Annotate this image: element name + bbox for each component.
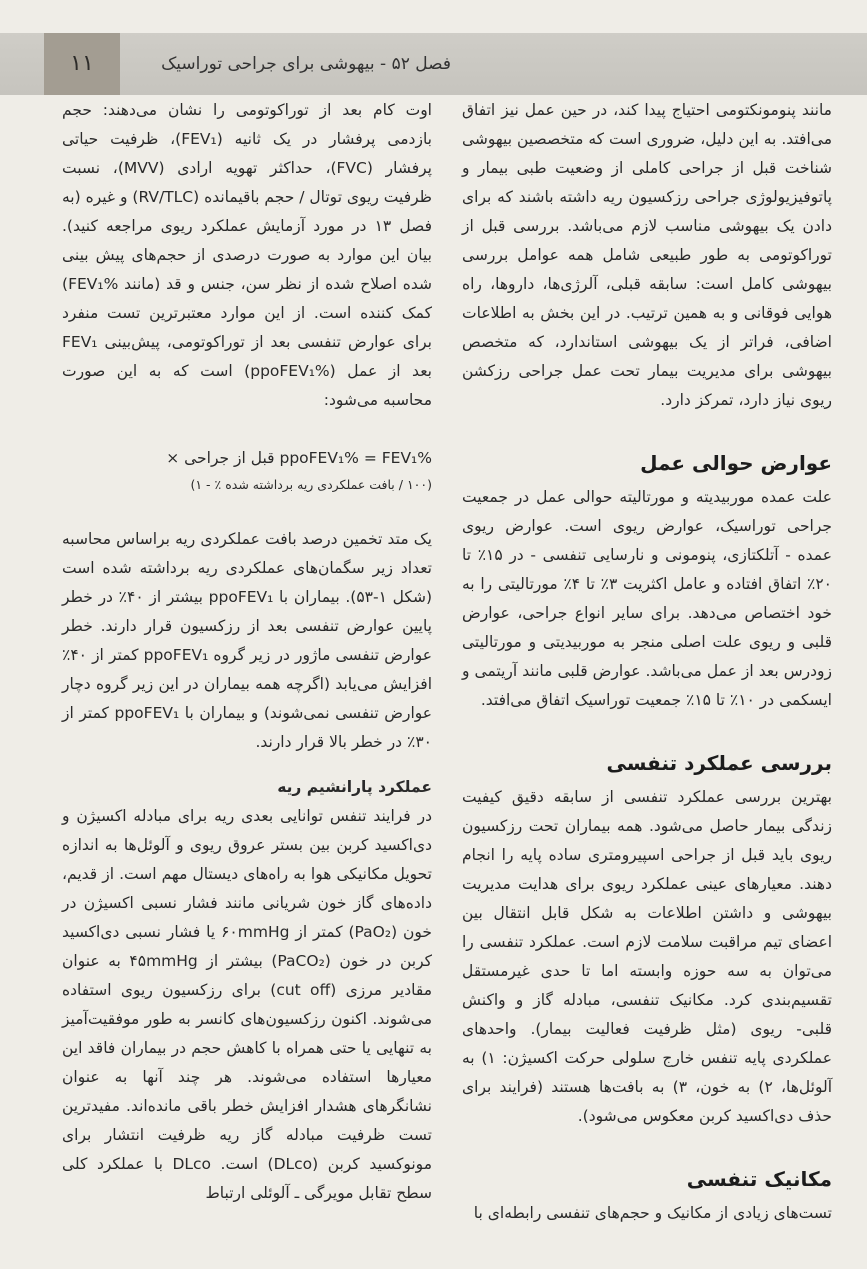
right-column: [462, 96, 832, 1228]
ppofev-intro-paragraph: اوت کام بعد از توراکوتومی را نشان می‌دهند: حجم بازدمی پرفشار در یک ثانیه (FEV₁)، ظرفیت حیاتی پرفشار (FVC)، حداکثر تهویه ارادی (MVV)، نسبت ظرفیت ریوی توتال / حجم باقیمانده (RV/TLC) و غیره (به فصل ۱۳ در مورد آزمایش عملکرد ریوی مراجعه کنید). بیان این موارد به صورت درصدی از حجم‌های پیش بینی شده اصلاح شده از نظر سن، جنس و قد (مانند FEV₁%) کمک کننده است. از این موارد معتبرترین تست منفرد برای عوارض تنفسی بعد از توراکوتومی، پیش‌بینی FEV₁ بعد از عمل (ppoFEV₁%) است که به این صورت محاسبه می‌شود:: [61, 101, 432, 409]
formula-line: ppoFEV₁% = FEV₁% قبل از جراحی ×: [166, 449, 432, 467]
page-header: [0, 33, 867, 95]
heading-respiratory-assessment: بررسی عملکرد تنفسی: [606, 751, 832, 775]
left-column: [62, 96, 432, 1208]
parenchymal-function-paragraph: در فرایند تنفس توانایی بعدی ریه برای مبادله اکسیژن و دی‌اکسید کربن بین بستر عروق ریوی و آلوئل‌ها به اندازه تحویل مکانیکی هوا به راه‌های دیستال مهم است. از قدیم، داده‌های گاز خون شریانی مانند فشار نسبی اکسیژن در خون (PaO₂) کمتر از ۶۰mmHg یا فشار نسبی دی‌اکسید کربن در خون (PaCO₂) بیشتر از ۴۵mmHg به عنوان مقادیر مرزی (cut off) برای رزکسیون ریوی استفاده می‌شوند. اکنون رزکسیون‌های کانسر به طور موفقیت‌آمیز به تنهایی یا حتی همراه با کاهش حجم در بیماران فاقد این معیارها استفاده می‌شوند. هر چند آنها به عنوان نشانگرهای هشدار افزایش خطر باقی مانده‌اند. مفیدترین تست ظرفیت مبادله گاز ریه ظرفیت انتشار برای مونوکسید کربن (DLco) است. DLco با عملکرد کلی سطح تقابل مویرگی ـ آلوئلی ارتباط: [62, 807, 433, 1202]
segment-method-paragraph: یک متد تخمین درصد بافت عملکردی ریه براساس محاسبه تعداد زیر سگمان‌های عملکردی ریه برداشته شده است (شکل ۱-۵۳). بیماران با ppoFEV₁ بیشتر از ۴۰٪ در خطر پایین عوارض تنفسی بعد از رزکسیون قرار دارند. خطر عوارض تنفسی ماژور در زیر گروه ppoFEV₁ کمتر از ۴۰٪ افزایش می‌یابد (اگرچه همه بیماران در این زیر گروه دچار عوارض تنفسی نمی‌شوند) و بیماران با ppoFEV₁ کمتر از ۳۰٪ در خطر بالا قرار دارند.: [62, 530, 433, 751]
respiratory-assessment-paragraph: بهترین بررسی عملکرد تنفسی از سابقه دقیق کیفیت زندگی بیمار حاصل می‌شود. همه بیماران تحت رزکسیون ریوی باید قبل از جراحی اسپیرومتری ساده پایه را انجام دهند. معیارهای عینی عملکرد ریوی برای هدایت مدیریت بیهوشی و داشتن اطلاعات به شکل قابل انتقال بین اعضای تیم مراقبت سلامت لازم است. عملکرد تنفسی را می‌توان به سه حوزه وابسته اما تا حدی غیرمستقل تقسیم‌بندی کرد. مکانیک تنفسی، مبادله گاز و واکنش قلبی- ریوی (مثل ظرفیت فعالیت بیمار). واحدهای عملکردی پایه تنفس خارج سلولی حرکت اکسیژن: ۱) به آلوئل‌ها، ۲) به خون، ۳) به بافت‌ها هستند (فرایند برای حذف دی‌اکسید کربن معکوس می‌شود).: [462, 788, 833, 1125]
ppofev-formula: [62, 443, 432, 497]
page-number: ۱۱: [44, 33, 120, 95]
formula-denominator: (۱۰۰ / بافت عملکردی ریه برداشته شده ٪ - ۱): [190, 477, 432, 492]
heading-perioperative-complications: عوارض حوالی عمل: [640, 451, 832, 475]
intro-paragraph: مانند پنومونکتومی احتیاج پیدا کند، در حین عمل نیز اتفاق می‌افتد. به این دلیل، ضروری است که متخصصین بیهوشی شناخت قبل از جراحی کاملی از وضعیت طبی بیمار و پاتوفیزیولوژی جراحی رزکسیون ریه داشته باشند که برای دادن یک بیهوشی مناسب لازم می‌باشد. بررسی قبل از توراکوتومی به طور طبیعی شامل همه عوامل بررسی بیهوشی کامل است: سابقه قبلی، آلرژی‌ها، داروها، راه هوایی فوقانی و به همین ترتیب. در این بخش به اطلاعات اضافی، فراتر از یک بیهوشی استاندارد، که متخصص بیهوشی برای مدیریت بیمار تحت عمل جراحی رزکشن ریوی نیاز دارد، تمرکز دارد.: [462, 101, 832, 409]
respiratory-mechanics-paragraph: تست‌های زیادی از مکانیک و حجم‌های تنفسی رابطه‌ای با: [473, 1204, 832, 1222]
heading-respiratory-mechanics: مکانیک تنفسی: [686, 1167, 832, 1191]
chapter-title: فصل ۵۲ - بیهوشی برای جراحی توراسیک: [161, 54, 451, 74]
complications-paragraph: علت عمده موربیدیته و مورتالیته حوالی عمل در جمعیت جراحی توراسیک، عوارض ریوی است. عوارض ریوی عمده - آتلکتازی، پنومونی و نارسایی تنفسی - در ۱۵٪ تا ۲۰٪ اتفاق افتاده و عامل اکثریت ۳٪ تا ۴٪ مورتالیتی را به خود اختصاص می‌دهد. برای سایر انواع جراحی، عوارض قلبی و ریوی علت اصلی منجر به موربیدیتی و مورتالیتی زودرس بعد از عمل می‌باشد. عوارض قلبی مانند آریتمی و ایسکمی در ۱۰٪ تا ۱۵٪ جمعیت توراسیک اتفاق می‌افتد.: [462, 488, 833, 709]
heading-parenchymal-function: عملکرد پارانشیم ریه: [277, 778, 432, 796]
